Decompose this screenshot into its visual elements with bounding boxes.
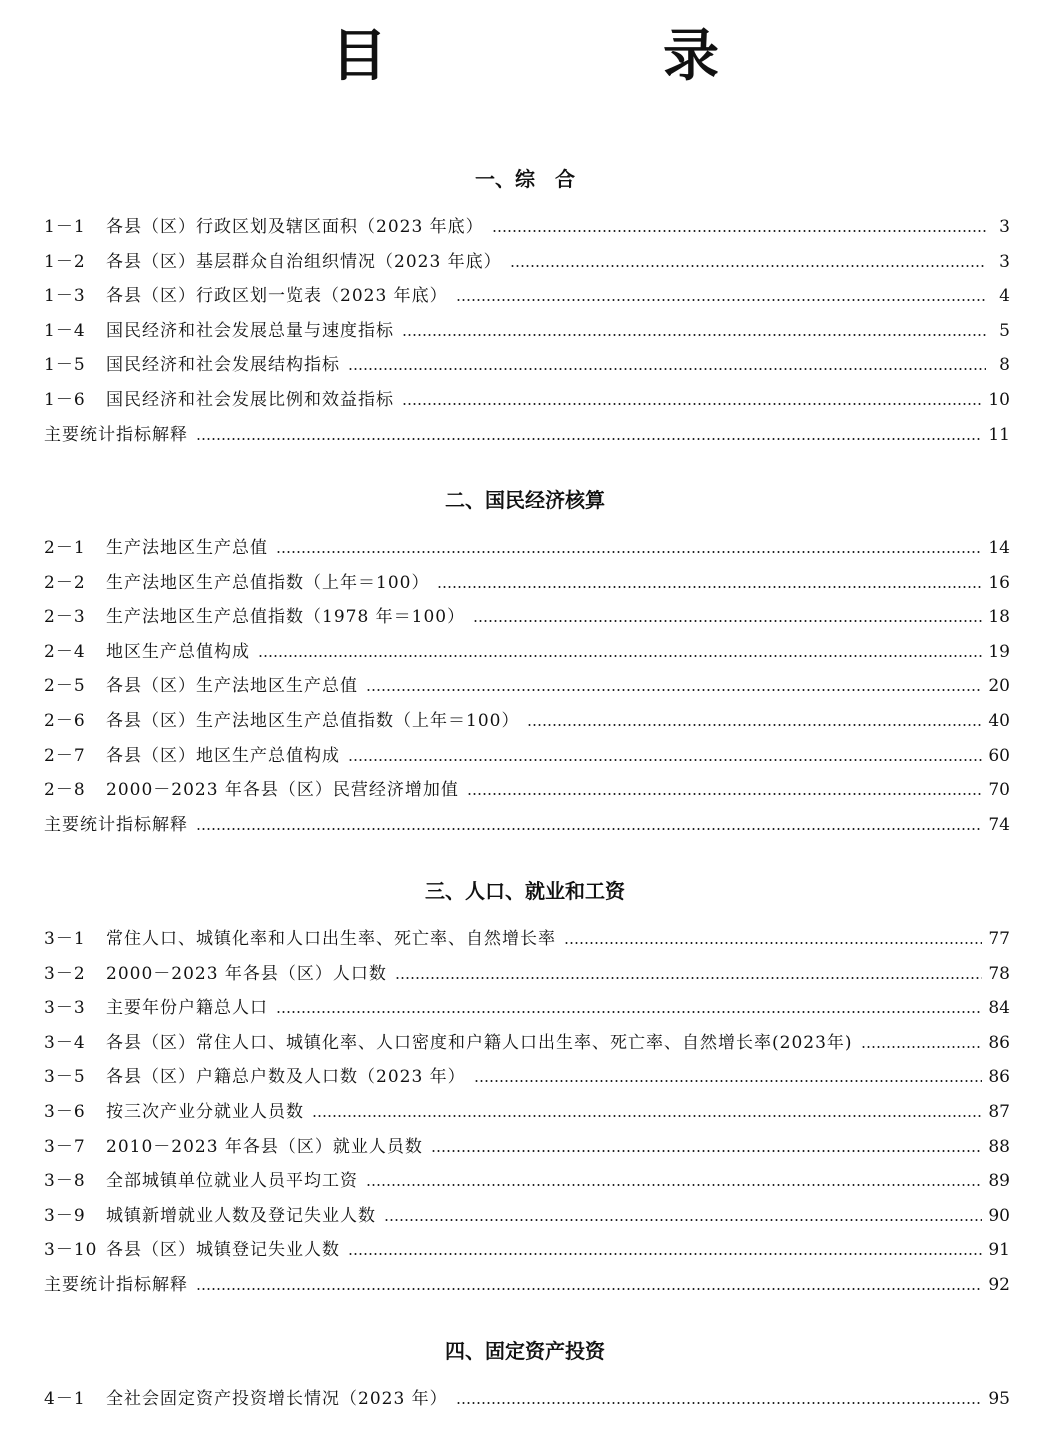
entry-page-number: 90 (988, 1205, 1010, 1226)
entry-page-number: 60 (988, 745, 1010, 766)
entry-number: 1－1 (44, 217, 86, 237)
entry-page-number: 92 (988, 1275, 1010, 1295)
entry-title: 各县（区）生产法地区生产总值指数（上年＝100） (106, 711, 520, 731)
entry-title: 主要统计指标解释 (44, 814, 188, 835)
toc-entry[interactable] (44, 1062, 1010, 1088)
entry-page-number: 3 (999, 217, 1010, 237)
dot-leader (402, 403, 982, 405)
dot-leader (348, 368, 986, 370)
entry-title: 各县（区）生产法地区生产总值 (106, 676, 358, 697)
entry-number: 3－8 (44, 1171, 86, 1192)
dot-leader (492, 230, 986, 232)
entry-page-number: 20 (988, 676, 1010, 697)
entry-page-number: 11 (988, 424, 1010, 445)
dot-leader (384, 1219, 982, 1221)
entry-title: 各县（区）常住人口、城镇化率、人口密度和户籍人口出生率、死亡率、自然增长率(2023年) (106, 1032, 853, 1053)
entry-number: 2－8 (44, 780, 86, 801)
entry-page-number: 86 (988, 1067, 1010, 1088)
entry-page-number: 78 (988, 963, 1010, 984)
entry-page-number: 95 (988, 1389, 1010, 1409)
entry-number: 3－7 (44, 1136, 86, 1157)
dot-leader (258, 655, 982, 657)
entry-title: 生产法地区生产总值 (106, 538, 268, 558)
entry-page-number: 91 (988, 1240, 1010, 1261)
toc-entry[interactable] (44, 533, 1010, 559)
entry-title: 主要年份户籍总人口 (106, 998, 268, 1019)
toc-entry[interactable] (44, 1097, 1010, 1123)
entry-title: 2010－2023 年各县（区）就业人员数 (106, 1136, 423, 1157)
toc-entry[interactable] (44, 1235, 1010, 1261)
entry-title: 城镇新增就业人数及登记失业人数 (106, 1205, 376, 1226)
entry-number: 3－9 (44, 1205, 86, 1226)
toc-entry[interactable] (44, 959, 1010, 985)
dot-leader (437, 586, 982, 588)
entry-number: 3－2 (44, 963, 86, 984)
dot-leader (467, 793, 982, 795)
dot-leader (861, 1046, 983, 1048)
entry-title: 各县（区）地区生产总值构成 (106, 745, 340, 766)
entry-number: 4－1 (44, 1389, 86, 1409)
entry-page-number: 88 (988, 1136, 1010, 1157)
dot-leader (456, 1402, 983, 1404)
entry-number: 1－6 (44, 390, 86, 410)
entry-number: 3－1 (44, 929, 86, 949)
entry-title: 全社会固定资产投资增长情况（2023 年） (106, 1389, 448, 1409)
entry-title: 各县（区）行政区划及辖区面积（2023 年底） (106, 217, 484, 237)
section-heading: 一、综 合 (475, 167, 575, 191)
toc-entry[interactable] (44, 741, 1010, 767)
entry-number: 2－5 (44, 676, 86, 697)
entry-page-number: 19 (988, 641, 1010, 662)
entry-number: 1－3 (44, 286, 86, 307)
toc-entry[interactable] (44, 1384, 1010, 1410)
entry-number: 2－4 (44, 641, 86, 662)
toc-entry[interactable] (44, 637, 1010, 663)
entry-number: 3－6 (44, 1102, 86, 1122)
entry-title: 主要统计指标解释 (44, 1275, 188, 1295)
entry-number: 1－5 (44, 355, 86, 376)
entry-title: 生产法地区生产总值指数（上年＝100） (106, 572, 430, 593)
entry-title: 国民经济和社会发展结构指标 (106, 355, 340, 376)
entry-number: 3－3 (44, 998, 86, 1019)
entry-number: 3－4 (44, 1032, 86, 1053)
dot-leader (196, 438, 982, 440)
entry-title: 国民经济和社会发展比例和效益指标 (106, 390, 394, 410)
entry-number: 2－3 (44, 607, 86, 628)
entry-title: 国民经济和社会发展总量与速度指标 (106, 320, 394, 341)
entry-title: 各县（区）户籍总户数及人口数（2023 年） (106, 1067, 466, 1088)
entry-page-number: 87 (988, 1102, 1010, 1122)
entry-title: 2000－2023 年各县（区）人口数 (106, 963, 387, 984)
toc-entry[interactable] (44, 385, 1010, 411)
toc-entry[interactable] (44, 775, 1010, 801)
toc-entry[interactable] (44, 671, 1010, 697)
entry-title: 主要统计指标解释 (44, 424, 188, 445)
dot-leader (276, 551, 982, 553)
dot-leader (276, 1011, 982, 1013)
entry-page-number: 4 (999, 286, 1010, 307)
section-heading: 二、国民经济核算 (445, 488, 605, 512)
dot-leader (366, 689, 982, 691)
toc-entry[interactable] (44, 212, 1010, 238)
entry-title: 全部城镇单位就业人员平均工资 (106, 1171, 358, 1192)
entry-page-number: 40 (988, 711, 1010, 731)
dot-leader (402, 334, 986, 336)
toc-entry[interactable] (44, 1201, 1010, 1227)
toc-entry-notes[interactable] (44, 1270, 1010, 1296)
dot-leader (510, 265, 986, 267)
entry-page-number: 70 (988, 780, 1010, 801)
section-heading: 四、固定资产投资 (445, 1339, 605, 1363)
entry-page-number: 3 (999, 251, 1010, 272)
entry-number: 2－7 (44, 745, 86, 766)
section-heading: 三、人口、就业和工资 (425, 879, 625, 903)
toc-entry[interactable] (44, 350, 1010, 376)
entry-page-number: 14 (988, 538, 1010, 558)
entry-page-number: 89 (988, 1171, 1010, 1192)
entry-number: 2－1 (44, 538, 86, 558)
page-title: 目 录 (331, 24, 829, 89)
dot-leader (456, 299, 986, 301)
entry-page-number: 77 (988, 929, 1010, 949)
toc-entry-notes[interactable] (44, 420, 1010, 446)
dot-leader (348, 759, 982, 761)
entry-title: 地区生产总值构成 (106, 641, 250, 662)
dot-leader (395, 977, 982, 979)
dot-leader (474, 1080, 983, 1082)
dot-leader (473, 620, 982, 622)
toc-entry[interactable] (44, 568, 1010, 594)
entry-title: 各县（区）行政区划一览表（2023 年底） (106, 286, 448, 307)
toc-entry[interactable] (44, 993, 1010, 1019)
entry-page-number: 16 (988, 572, 1010, 593)
entry-title: 按三次产业分就业人员数 (106, 1102, 304, 1122)
entry-page-number: 86 (988, 1032, 1010, 1053)
toc-entry[interactable] (44, 924, 1010, 950)
entry-number: 3－10 (44, 1240, 98, 1261)
entry-number: 3－5 (44, 1067, 86, 1088)
entry-number: 2－2 (44, 572, 86, 593)
dot-leader (348, 1253, 982, 1255)
entry-page-number: 5 (999, 320, 1010, 341)
entry-page-number: 10 (988, 390, 1010, 410)
entry-title: 2000－2023 年各县（区）民营经济增加值 (106, 780, 459, 801)
toc-entry-notes[interactable] (44, 810, 1010, 836)
entry-number: 1－4 (44, 320, 86, 341)
entry-title: 各县（区）基层群众自治组织情况（2023 年底） (106, 251, 502, 272)
entry-title: 各县（区）城镇登记失业人数 (106, 1240, 340, 1261)
dot-leader (366, 1184, 982, 1186)
entry-title: 常住人口、城镇化率和人口出生率、死亡率、自然增长率 (106, 929, 556, 949)
entry-page-number: 74 (988, 814, 1010, 835)
toc-entry[interactable] (44, 281, 1010, 307)
entry-title: 生产法地区生产总值指数（1978 年＝100） (106, 607, 466, 628)
dot-leader (431, 1150, 982, 1152)
entry-page-number: 18 (988, 607, 1010, 628)
toc-entry[interactable] (44, 316, 1010, 342)
toc-entry[interactable] (44, 1166, 1010, 1192)
entry-page-number: 84 (988, 998, 1010, 1019)
dot-leader (196, 1288, 982, 1290)
toc-entry[interactable] (44, 706, 1010, 732)
toc-entry[interactable] (44, 247, 1010, 273)
entry-number: 1－2 (44, 251, 86, 272)
entry-page-number: 8 (999, 355, 1010, 376)
dot-leader (312, 1115, 982, 1117)
dot-leader (196, 828, 982, 830)
toc-entry[interactable] (44, 602, 1010, 628)
toc-entry[interactable] (44, 1132, 1010, 1158)
dot-leader (564, 942, 982, 944)
toc-entry[interactable] (44, 1028, 1010, 1054)
entry-number: 2－6 (44, 711, 86, 731)
dot-leader (527, 724, 982, 726)
